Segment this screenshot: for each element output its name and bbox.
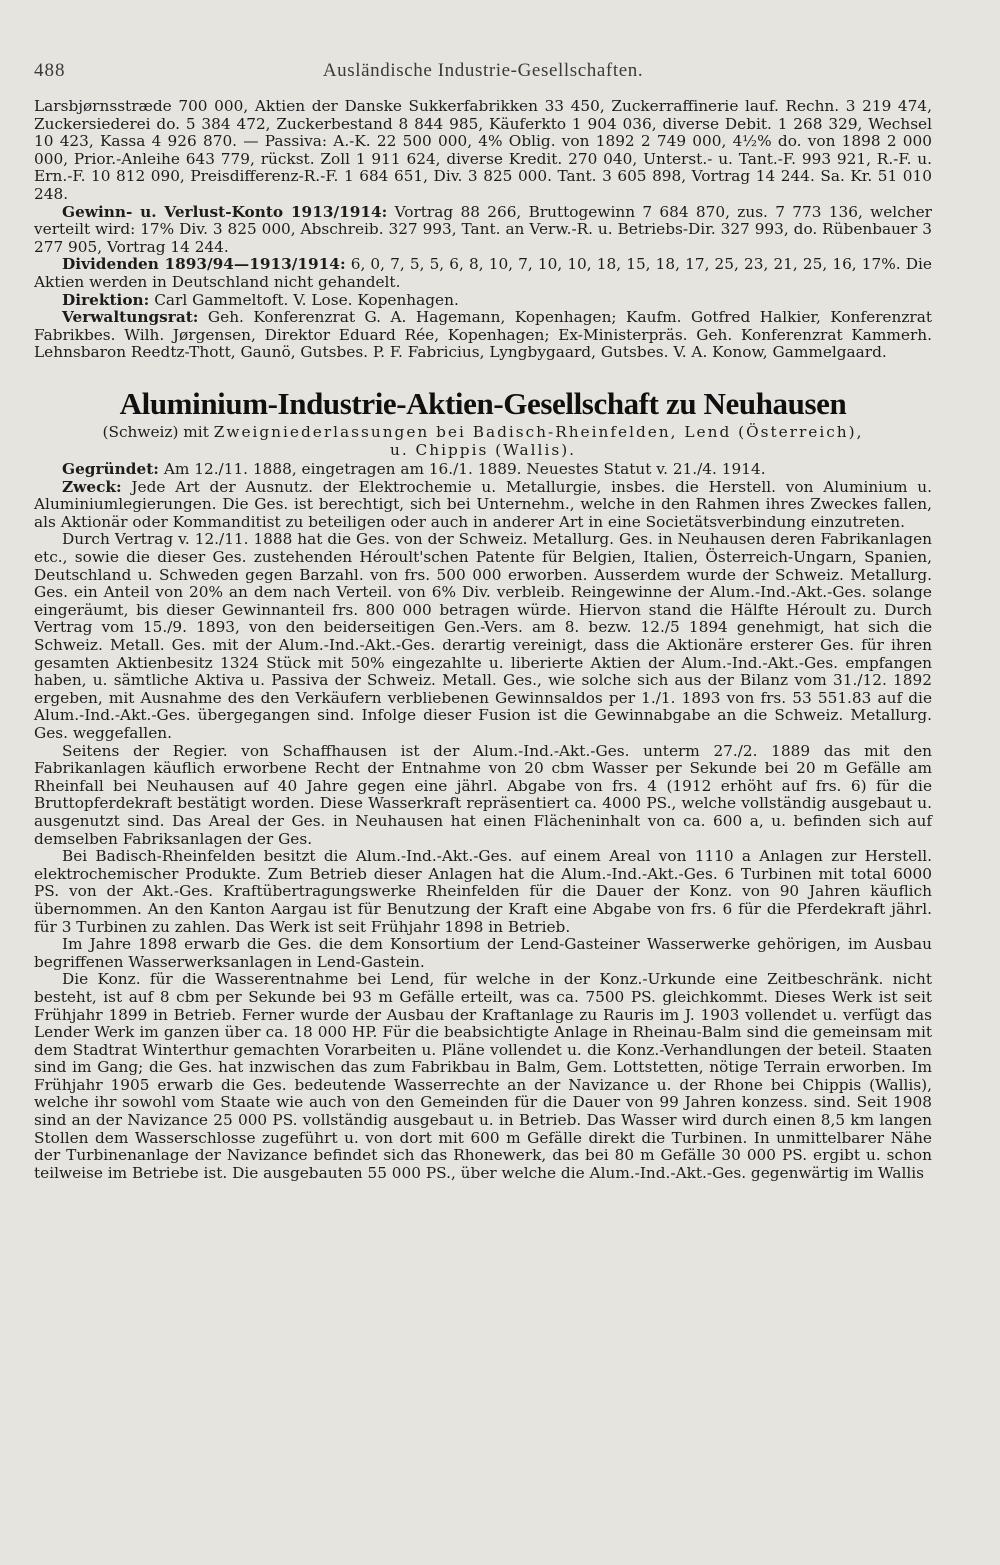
- subtitle-line2: u. Chippis (Wallis).: [389, 440, 577, 459]
- verwaltungsrat-text: Geh. Konferenzrat G. A. Hagemann, Kopenhagen; Kaufm. Gotfred Halkier, Konferenzrat Fabrikbes. Wilh. Jørgensen, Direktor Eduard Rée, Kopenhagen; Ex-Ministerpräs. Geh. Konferenzrat Kammerh. Lehnsbaron Reedtz-Thott, Gaunö, Gutsbes. P. F. Fabricius, Lyngbygaard, Gutsbes. V. A. Konow, Gammelgaard.: [34, 308, 932, 362]
- dividenden-label: Dividenden 1893/94—1913/1914:: [62, 255, 346, 274]
- gegruendet-text: Am 12./11. 1888, eingetragen am 16./1. 1889. Neuestes Statut v. 21./4. 1914.: [163, 460, 766, 479]
- gewinn-text: Vortrag 88 266, Bruttogewinn 7 684 870, zus. 7 773 136, welcher verteilt wird: 17% Div. 3 825 000, Abschreib. 327 993, Tant. an Verw.-R. u. Betriebs-Dir. 327 993, do. Rübenbauer 3 277 905, Vortrag 14 244.: [34, 202, 932, 256]
- page-number: 488: [34, 60, 66, 81]
- body-paragraph-5: Die Konz. für die Wasserentnahme bei Lend, für welche in der Konz.-Urkunde eine Zeitbeschränk. nicht besteht, ist auf 8 cbm per Sekunde bei 93 m Gefälle erteilt, was ca. 7500 PS. gleichkommt. Dieses Werk ist seit Frühjahr 1899 in Betrieb. Ferner wurde der Ausbau der Kraftanlage zu Rauris im J. 1903 vollendet u. verfügt das Lender Werk im ganzen über ca. 18 000 HP. Für die beabsichtigte Anlage in Rheinau-Balm sind die gemeinsam mit dem Stadtrat Winterthur gemachten Vorarbeiten u. Pläne vollendet u. die Konz.-Verhandlungen der beteil. Staaten sind im Gang; die Ges. hat inzwischen das zum Fabrikbau in Balm, Gem. Lottstetten, nötige Terrain erworben. Im Frühjahr 1905 erwarb die Ges. bedeutende Wasserrechte an der Navizance u. der Rhone bei Chippis (Wallis), welche ihr sowohl vom Staate wie auch von den Gemeinden für die Dauer von 99 Jahren konzess. sind. Seit 1908 sind an der Navizance 25 000 PS. vollständig ausgebaut u. in Betrieb. Das Wasser wird durch einen 8,5 km langen Stollen dem Wasserschlosse zugeführt u. von dort mit 600 m Gefälle direkt die Turbinen. In unmittelbarer Nähe der Turbinenanlage der Navizance befindet sich das Rhonewerk, das bei 80 m Gefälle 30 000 PS. ergibt u. schon teilweise im Betriebe ist. Die ausgebauten 55 000 PS., über welche die Alum.-Ind.-Akt.-Ges. gegenwärtig im Wallis: [34, 970, 932, 1182]
- gewinn-label: Gewinn- u. Verlust-Konto 1913/1914:: [62, 202, 388, 221]
- direktion-text: Carl Gammeltoft. V. Lose. Kopenhagen.: [154, 290, 459, 309]
- running-header: [34, 60, 932, 86]
- body-paragraph-4: Im Jahre 1898 erwarb die Ges. die dem Konsortium der Lend-Gasteiner Wasserwerke gehörigen, im Ausbau begriffenen Wasserwerksanlagen in Lend-Gastein.: [34, 935, 932, 971]
- direktion-paragraph: [34, 292, 932, 310]
- page-content: [34, 98, 932, 1182]
- verwaltungsrat-label: Verwaltungsrat:: [62, 308, 199, 327]
- zweck-paragraph: [34, 479, 932, 532]
- company-subtitle: [34, 424, 932, 459]
- company-title: Aluminium-Industrie-Aktien-Gesellschaft zu Neuhausen: [119, 385, 847, 421]
- gegruendet-label: Gegründet:: [62, 460, 159, 479]
- gewinn-paragraph: [34, 204, 932, 257]
- subtitle-branches: Zweigniederlassungen bei Badisch-Rheinfelden, Lend (Österreich),: [213, 422, 864, 441]
- balance-paragraph: Larsbjørnsstræde 700 000, Aktien der Danske Sukkerfabrikken 33 450, Zuckerraffinerie lauf. Rechn. 3 219 474, Zuckersiederei do. 5 384 472, Zuckerbestand 8 844 985, Käuferkto 1 904 036, diverse Debit. 1 268 329, Wechsel 10 423, Kassa 4 926 870. — Passiva: A.-K. 22 500 000, 4% Oblig. von 1892 2 749 000, 4½% do. von 1898 2 000 000, Prior.-Anleihe 643 779, rückst. Zoll 1 911 624, diverse Kredit. 270 040, Unterst.- u. Tant.-F. 993 921, R.-F. u. Ern.-F. 10 812 090, Preisdifferenz-R.-F. 1 684 651, Div. 3 825 000. Tant. 3 605 898, Vortrag 14 244. Sa. Kr. 51 010 248.: [34, 97, 932, 203]
- subtitle-prefix: (Schweiz) mit: [102, 422, 209, 441]
- gegruendet-paragraph: [34, 461, 932, 479]
- dividenden-paragraph: [34, 256, 932, 291]
- zweck-text: Jede Art der Ausnutz. der Elektrochemie u. Metallurgie, insbes. die Herstell. von Aluminium u. Aluminiumlegierungen. Die Ges. ist berechtigt, sich bei Unternehm., welche in den Rahmen ihres Zweckes fallen, als Aktionär oder Kommanditist zu beteiligen oder auch in anderer Art in eine Societätsverbindung einzutreten.: [34, 477, 932, 531]
- body-paragraph-3: Bei Badisch-Rheinfelden besitzt die Alum.-Ind.-Akt.-Ges. auf einem Areal von 1110 a Anlagen zur Herstell. elektrochemischer Produkte. Zum Betrieb dieser Anlagen hat die Alum.-Ind.-Akt.-Ges. 6 Turbinen mit total 6000 PS. von der Akt.-Ges. Kraftübertragungswerke Rheinfelden für die Dauer der Konz. von 90 Jahren käuflich übernommen. An den Kanton Aargau ist für Benutzung der Kraft eine Abgabe von frs. 6 für die Pferdekraft jährl. für 3 Turbinen zu zahlen. Das Werk ist seit Frühjahr 1898 in Betrieb.: [34, 847, 932, 936]
- page-header-title: Ausländische Industrie-Gesellschaften.: [322, 60, 644, 81]
- body-paragraph-2: Seitens der Regier. von Schaffhausen ist der Alum.-Ind.-Akt.-Ges. unterm 27./2. 1889 das mit den Fabrikanlagen käuflich erworbene Recht der Entnahme von 20 cbm Wasser per Sekunde bei 20 m Gefälle am Rheinfall bei Neuhausen auf 40 Jahre gegen eine jährl. Abgabe von frs. 4 (1912 erhöht auf frs. 6) für die Bruttopferdekraft bestätigt worden. Diese Wasserkraft repräsentiert ca. 4000 PS., welche vollständig ausgebaut u. ausgenutzt sind. Das Areal der Ges. in Neuhausen hat einen Flächeninhalt von ca. 600 a, u. befinden sich auf demselben Fabriksanlagen der Ges.: [34, 741, 932, 848]
- body-paragraph-1: Durch Vertrag v. 12./11. 1888 hat die Ges. von der Schweiz. Metallurg. Ges. in Neuhausen deren Fabrikanlagen etc., sowie die dieser Ges. zustehenden Héroult'schen Patente für Belgien, Italien, Österreich-Ungarn, Spanien, Deutschland u. Schweden gegen Barzahl. von frs. 500 000 erworben. Ausserdem wurde der Schweiz. Metallurg. Ges. ein Anteil von 20% an dem nach Verteil. von 6% Div. verbleib. Reingewinne der Alum.-Ind.-Akt.-Ges. solange eingeräumt, bis dieser Gewinnanteil frs. 800 000 betragen würde. Hiervon stand die Hälfte Héroult zu. Durch Vertrag vom 15./9. 1893, von den beiderseitigen Gen.-Vers. am 8. bezw. 12./5 1894 genehmigt, hat sich die Schweiz. Metall. Ges. mit der Alum.-Ind.-Akt.-Ges. derartig vereinigt, dass die Aktionäre ersterer Ges. für ihren gesamten Aktienbesitz 1324 Stück mit 50% eingezahlte u. liberierte Aktien der Alum.-Ind.-Akt.-Ges. empfangen haben, u. sämtliche Aktiva u. Passiva der Schweiz. Metall. Ges., wie solche sich aus der Bilanz vom 31./12. 1892 ergeben, mit Ausnahme des den Verkäufern verbliebenen Gewinnsaldos per 1./1. 1893 von frs. 53 551.83 auf die Alum.-Ind.-Akt.-Ges. übergegangen sind. Infolge dieser Fusion ist die Gewinnabgabe an die Schweiz. Metallurg. Ges. weggefallen.: [34, 530, 932, 742]
- direktion-label: Direktion:: [62, 290, 150, 309]
- verwaltungsrat-paragraph: [34, 309, 932, 362]
- zweck-label: Zweck:: [62, 477, 122, 496]
- dividenden-text: 6, 0, 7, 5, 5, 6, 8, 10, 7, 10, 10, 18, 15, 18, 17, 25, 23, 21, 25, 16, 17%. Die Aktien werden in Deutschland nicht gehandelt.: [34, 255, 932, 291]
